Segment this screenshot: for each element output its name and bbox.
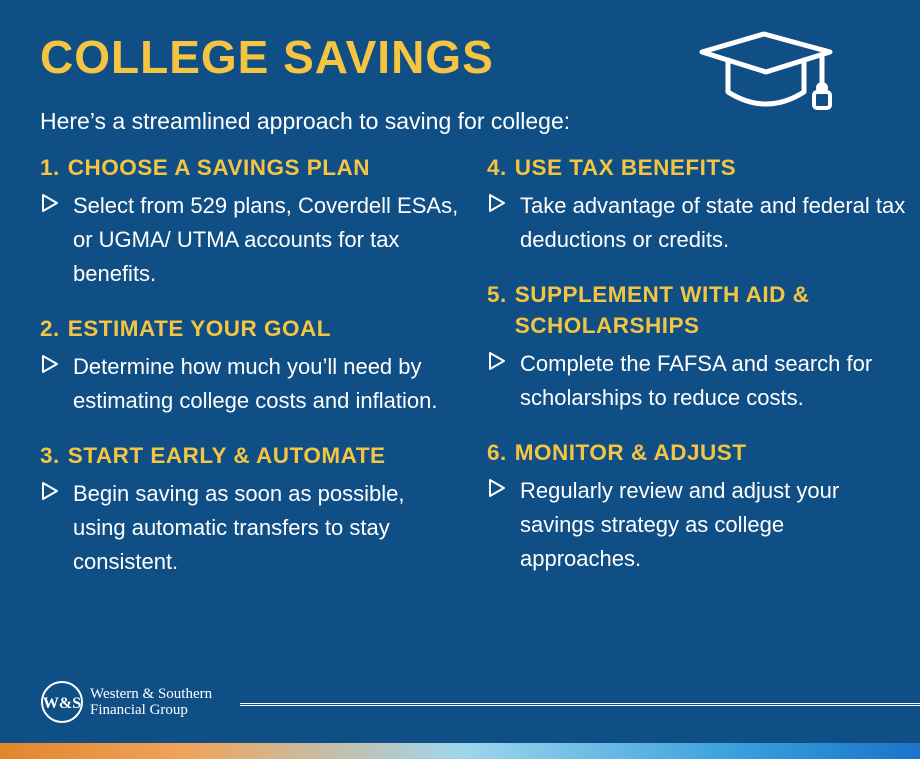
step-2 <box>40 313 460 418</box>
step-heading <box>487 279 907 341</box>
play-triangle-icon <box>487 351 507 371</box>
right-column <box>487 152 907 598</box>
brand-line-2: Financial Group <box>90 702 188 718</box>
step-4 <box>487 152 907 257</box>
bullet-item <box>487 347 907 415</box>
step-heading <box>40 152 460 183</box>
play-triangle-icon <box>40 354 60 374</box>
step-description: Regularly review and adjust your savings strategy as college approaches. <box>520 478 840 571</box>
step-title: START EARLY & AUTOMATE <box>67 443 386 468</box>
graduation-cap-icon <box>698 30 844 114</box>
gradient-bar <box>0 743 920 759</box>
page-title: COLLEGE SAVINGS <box>40 31 494 83</box>
step-6 <box>487 437 907 576</box>
step-3 <box>40 440 460 579</box>
step-description: Complete the FAFSA and search for scholarships to reduce costs. <box>520 351 873 410</box>
step-title: USE TAX BENEFITS <box>514 155 737 180</box>
bullet-item <box>487 189 907 257</box>
step-number: 2. <box>40 316 60 341</box>
play-triangle-icon <box>487 478 507 498</box>
bullet-item <box>40 477 460 579</box>
bullet-item <box>40 350 460 418</box>
left-column <box>40 152 460 601</box>
step-description: Select from 529 plans, Coverdell ESAs, or UGMA/ UTMA accounts for tax benefits. <box>73 193 459 286</box>
step-title: MONITOR & ADJUST <box>514 440 747 465</box>
step-description: Determine how much you’ll need by estimating college costs and inflation. <box>73 354 438 413</box>
step-heading <box>40 313 460 344</box>
play-triangle-icon <box>40 193 60 213</box>
logo-text: W&S <box>42 695 82 712</box>
step-number: 4. <box>487 155 507 180</box>
step-5 <box>487 279 907 415</box>
step-heading <box>487 152 907 183</box>
step-title: SUPPLEMENT WITH AID & SCHOLARSHIPS <box>514 282 810 338</box>
step-number: 1. <box>40 155 60 180</box>
step-number: 6. <box>487 440 507 465</box>
step-title: ESTIMATE YOUR GOAL <box>67 316 331 341</box>
ws-logo-icon <box>40 680 84 724</box>
step-number: 5. <box>487 282 507 307</box>
play-triangle-icon <box>40 481 60 501</box>
step-1 <box>40 152 460 291</box>
bullet-item <box>40 189 460 291</box>
step-description: Begin saving as soon as possible, using automatic transfers to stay consistent. <box>73 481 405 574</box>
footer-brand <box>40 680 212 724</box>
brand-name <box>90 686 212 718</box>
step-heading <box>487 437 907 468</box>
intro-text: Here’s a streamlined approach to saving for college: <box>40 108 571 134</box>
step-description: Take advantage of state and federal tax deductions or credits. <box>520 193 906 252</box>
step-number: 3. <box>40 443 60 468</box>
bullet-item <box>487 474 907 576</box>
step-heading <box>40 440 460 471</box>
play-triangle-icon <box>487 193 507 213</box>
brand-line-1: Western & Southern <box>90 686 213 702</box>
footer-divider <box>240 703 920 706</box>
step-title: CHOOSE A SAVINGS PLAN <box>67 155 370 180</box>
